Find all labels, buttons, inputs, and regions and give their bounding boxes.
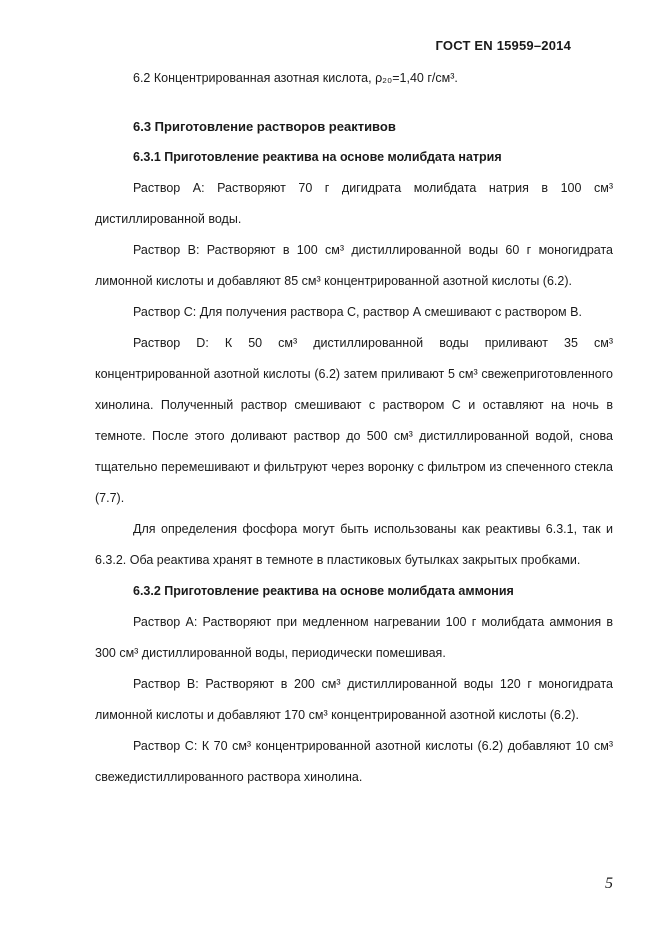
paragraph-solution-a: Раствор А: Растворяют 70 г дигидрата молибдата натрия в 100 см³ дистиллированной воды.: [95, 181, 613, 226]
page-number: 5: [605, 875, 613, 892]
standard-header: ГОСТ EN 15959–2014: [435, 38, 571, 53]
paragraph-solution-d: Раствор D: К 50 см³ дистиллированной воды приливают 35 см³ концентрированной азотной кислоты (6.2) затем приливают 5 см³ свежеприготовленного хинолина. Полученный раствор смешивают с раствором С и оставляют на ночь в темноте. После этого доливают раствор до 500 см³ дистиллированной водой, снова тщательно перемешивают и фильтруют через воронку с фильтром из спеченного стекла (7.7).: [95, 336, 613, 505]
paragraph-ammonium-solution-b: Раствор В: Растворяют в 200 см³ дистиллированной воды 120 г моногидрата лимонной кислоты и добавляют 170 см³ концентрированной азотной кислоты (6.2).: [95, 677, 613, 722]
paragraph-6-2: 6.2 Концентрированная азотная кислота, ρ₂₀=1,40 г/см³.: [133, 71, 458, 85]
paragraph-ammonium-solution-a: Раствор А: Растворяют при медленном нагревании 100 г молибдата аммония в 300 см³ дистиллированной воды, периодически помешивая.: [95, 615, 613, 660]
paragraph-solution-b: Раствор В: Растворяют в 100 см³ дистиллированной воды 60 г моногидрата лимонной кислоты и добавляют 85 см³ концентрированной азотной кислоты (6.2).: [95, 243, 613, 288]
paragraph-ammonium-solution-c: Раствор С: К 70 см³ концентрированной азотной кислоты (6.2) добавляют 10 см³ свежедистиллированного раствора хинолина.: [95, 739, 613, 784]
heading-6-3-2: 6.3.2 Приготовление реактива на основе молибдата аммония: [133, 584, 514, 598]
paragraph-reagent-usage: Для определения фосфора могут быть использованы как реактивы 6.3.1, так и 6.3.2. Оба реактива хранят в темноте в пластиковых бутылках закрытых пробками.: [95, 522, 613, 567]
paragraph-solution-c: Раствор С: Для получения раствора С, раствор А смешивают с раствором В.: [133, 305, 582, 319]
heading-6-3: 6.3 Приготовление растворов реактивов: [133, 119, 396, 134]
document-body: [95, 63, 613, 793]
heading-6-3-1: 6.3.1 Приготовление реактива на основе молибдата натрия: [133, 150, 502, 164]
